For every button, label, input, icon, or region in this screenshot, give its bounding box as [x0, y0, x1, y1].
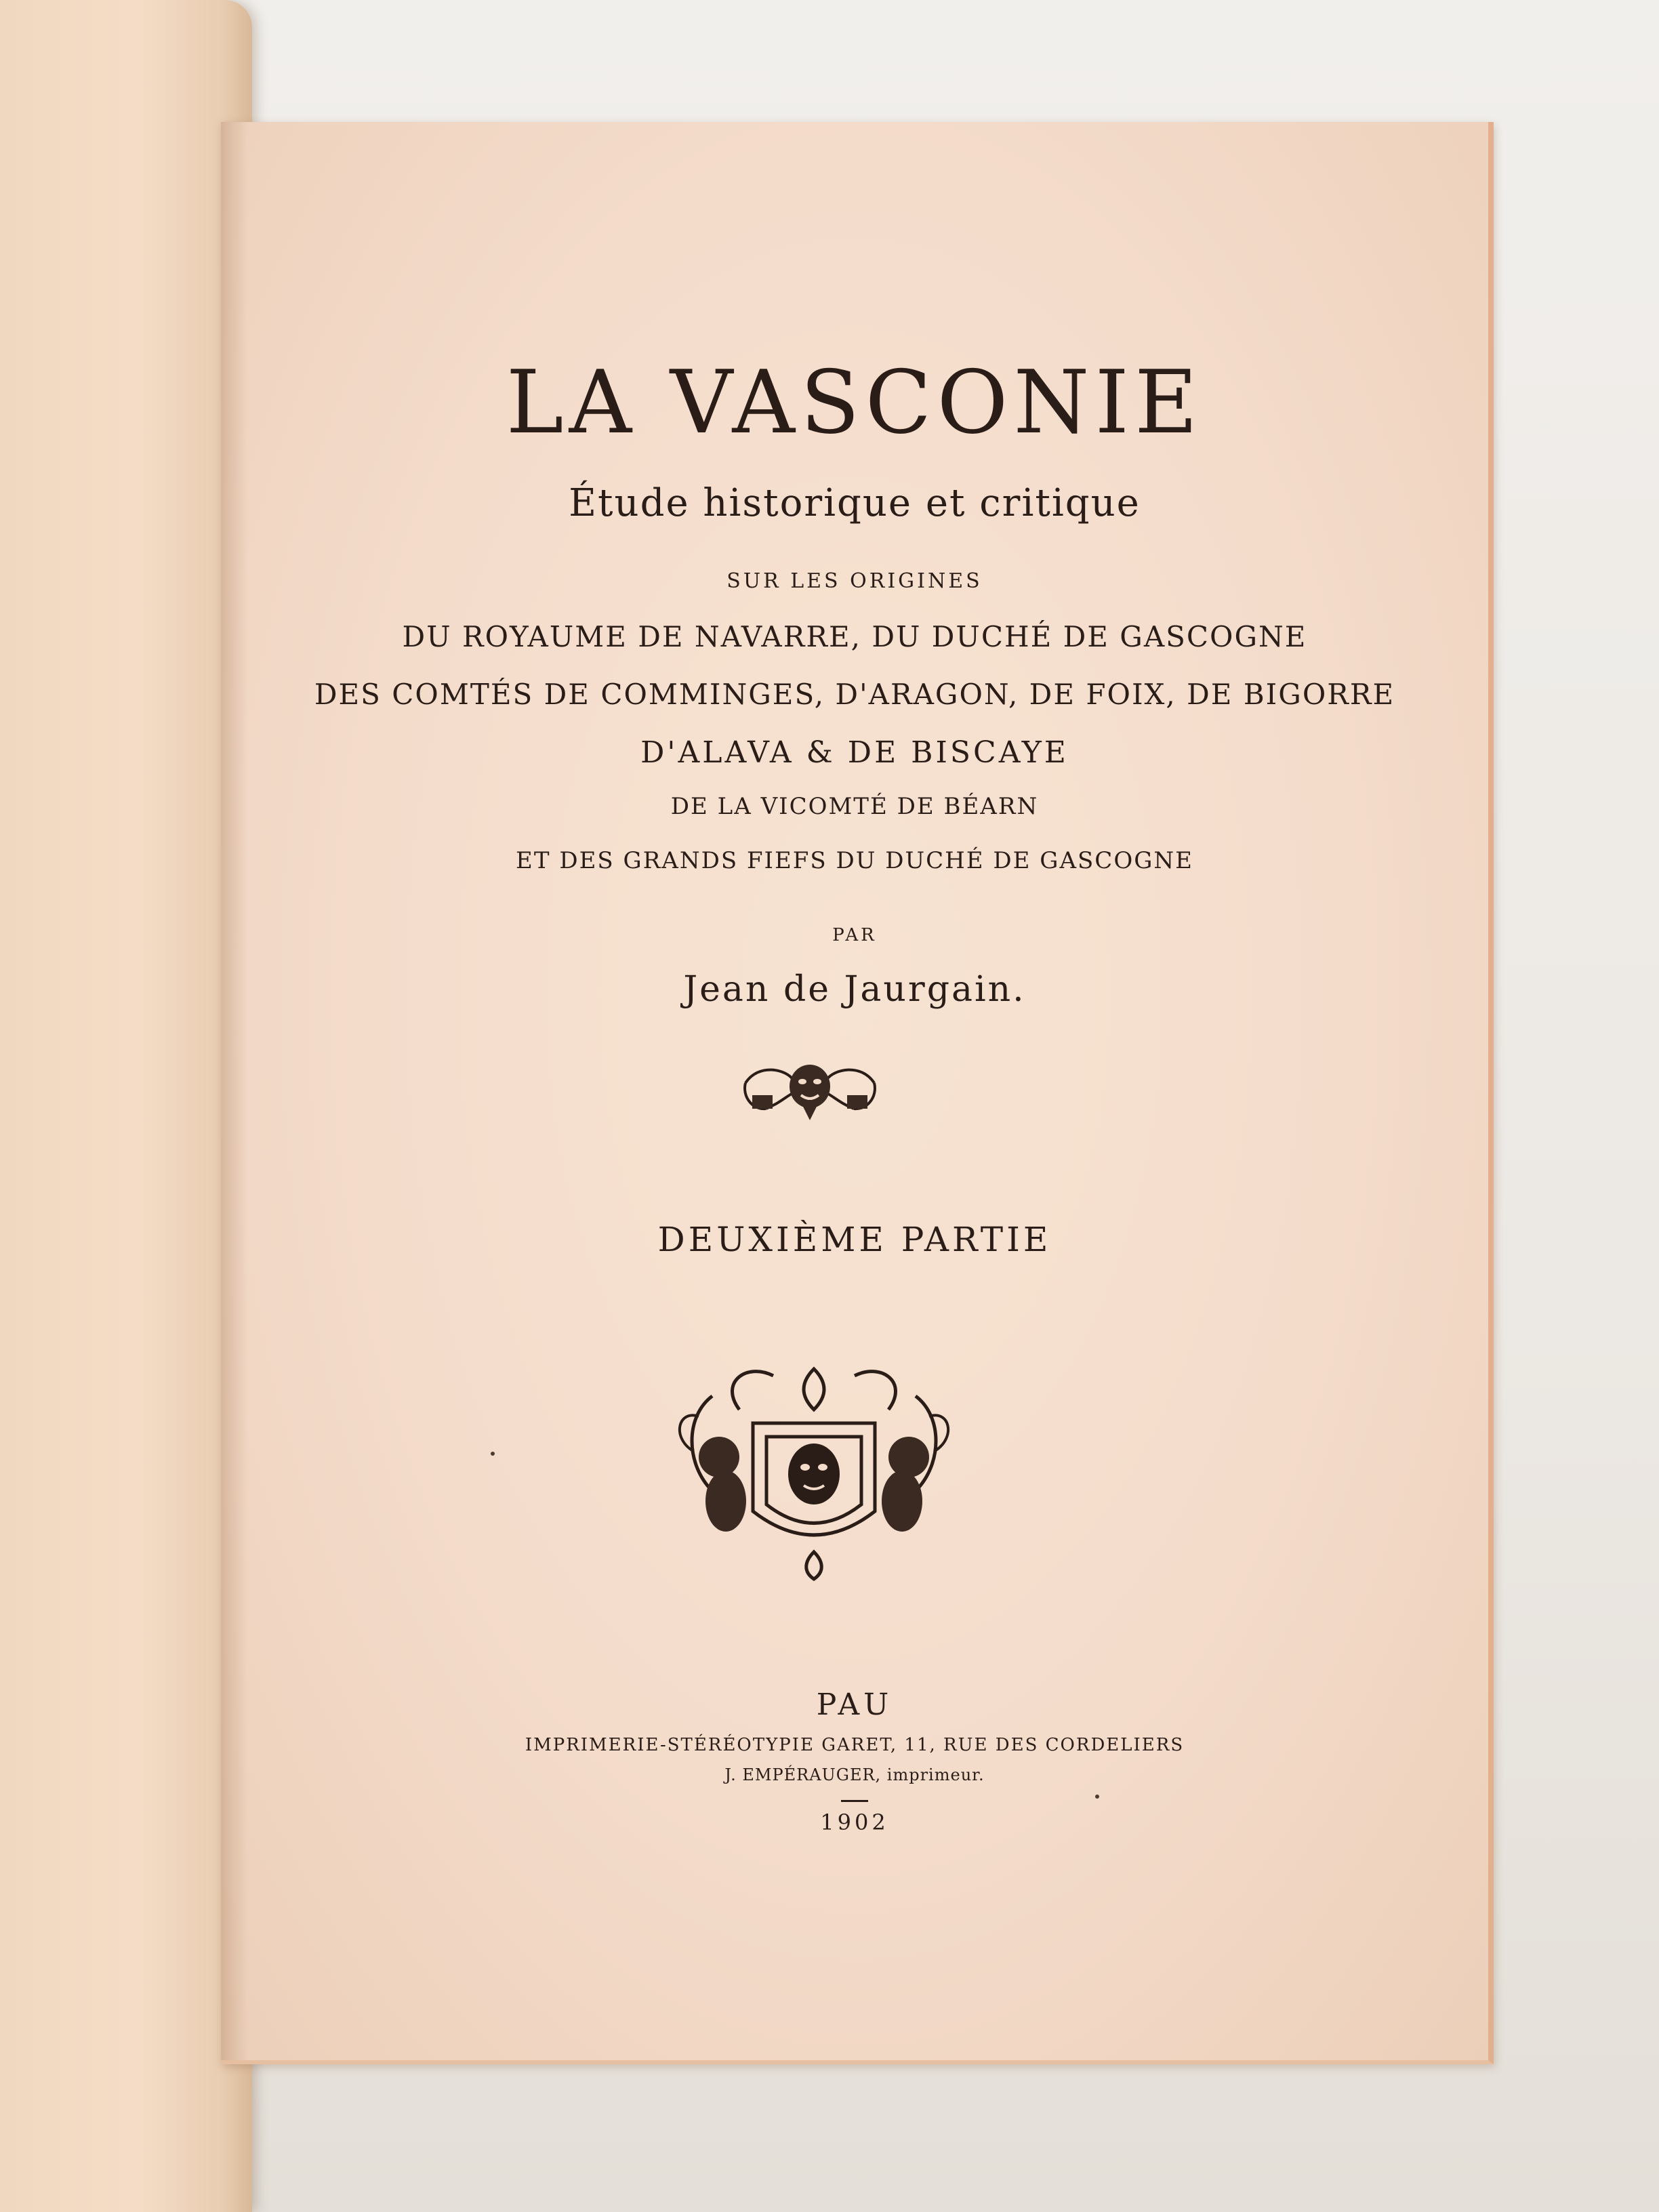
- left-page: [0, 0, 252, 2212]
- printer-line: IMPRIMERIE-STÉRÉOTYPIE GARET, 11, RUE DES CORDELIERS: [525, 1735, 1185, 1755]
- divider-rule: [841, 1800, 868, 1802]
- subject-line-5: ET DES GRANDS FIEFS DU DUCHÉ DE GASCOGNE: [516, 847, 1193, 874]
- book-subtitle: Étude historique et critique: [569, 481, 1141, 525]
- publication-year: 1902: [820, 1809, 889, 1835]
- book-title: LA VASCONIE: [506, 352, 1204, 453]
- title-page: [221, 122, 1494, 2064]
- author-name: Jean de Jaurgain.: [683, 969, 1026, 1010]
- mask-ornament-icon: [739, 1056, 881, 1124]
- ink-speck: [1095, 1795, 1099, 1799]
- page-gutter-shadow: [221, 122, 248, 2060]
- subject-line-1: DU ROYAUME DE NAVARRE, DU DUCHÉ DE GASCOGNE: [402, 620, 1307, 653]
- by-label: PAR: [832, 925, 877, 945]
- printer-subline: J. EMPÉRAUGER, imprimeur.: [724, 1765, 985, 1784]
- subject-line-3: D'ALAVA & DE BISCAYE: [640, 735, 1069, 770]
- subject-line-4: DE LA VICOMTÉ DE BÉARN: [670, 793, 1039, 820]
- ink-speck: [491, 1452, 495, 1456]
- subject-line-2: DES COMTÉS DE COMMINGES, D'ARAGON, DE FOIX, DE BIGORRE: [314, 678, 1395, 711]
- subtitle-intro: SUR LES ORIGINES: [726, 569, 983, 593]
- cherubs-shield-ornament-icon: [672, 1355, 956, 1586]
- part-heading: DEUXIÈME PARTIE: [657, 1220, 1052, 1259]
- publication-city: PAU: [816, 1687, 893, 1722]
